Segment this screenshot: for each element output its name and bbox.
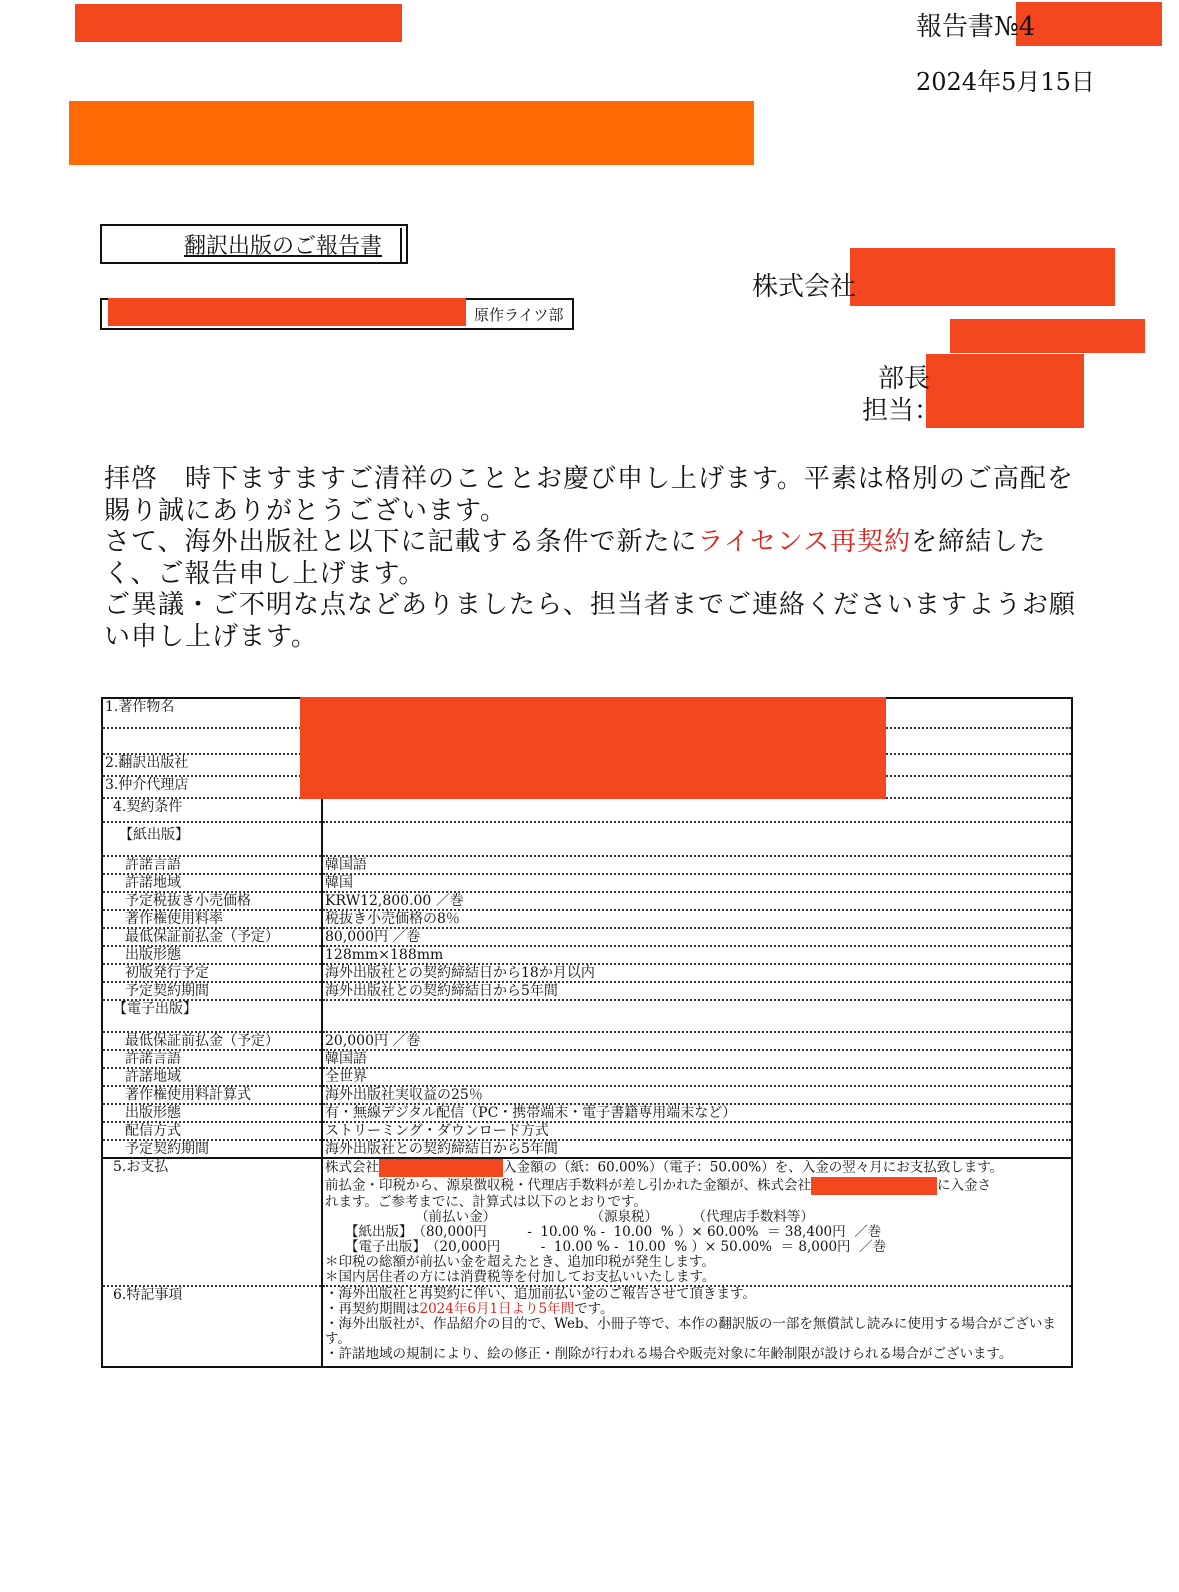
purpose-text-end: を締結したく、ご報告申し上げます。: [104, 527, 1047, 589]
payment-deduction-end: に入金さ: [937, 1177, 991, 1194]
redaction-banner: [69, 101, 754, 165]
label-special-notes: 6.特記事項: [102, 1286, 322, 1367]
letter-paragraph-greeting: 拝啓 時下ますますご清祥のこととお慶び申し上げます。平素は格別のご高配を賜り誠にありがとうございます。: [104, 464, 1074, 526]
manager-title: 部長: [878, 364, 931, 394]
digital-row-label: 予定契約期間: [102, 1140, 322, 1158]
paper-row-label: 予定税抜き小売価格: [102, 892, 322, 910]
redaction-report-no: [1016, 2, 1162, 46]
paper-row-label: 許諾言語: [102, 856, 322, 874]
paper-row-value: 税抜き小売価格の8％: [322, 910, 1072, 928]
payment-note: ＊印税の総額が前払い金を超えたとき、追加印税が発生します。: [325, 1254, 715, 1270]
note-renewal-end: です。: [574, 1301, 614, 1317]
report-date: 2024年5月15日: [916, 68, 1095, 96]
value-digital-header: [322, 1000, 1072, 1032]
redaction-payment-company-2: [811, 1177, 937, 1195]
redaction-company-name: [850, 248, 1115, 306]
document-title-box: [100, 224, 408, 264]
redaction-top-left: [75, 4, 402, 42]
paper-row-value: 韓国: [322, 874, 1072, 892]
digital-row-label: 最低保証前払金（予定）: [102, 1032, 322, 1050]
digital-row-label: 出版形態: [102, 1104, 322, 1122]
payment-formula-headings: [325, 1210, 1069, 1225]
label-blank: [102, 728, 322, 754]
redaction-table-values: [300, 697, 886, 799]
paper-row-label: 初版発行予定: [102, 964, 322, 982]
digital-row-label: 許諾地域: [102, 1068, 322, 1086]
redaction-recipient: [108, 298, 466, 326]
note-renewal-period: 2024年6月1日より5年間: [419, 1301, 575, 1317]
purpose-text: さて、海外出版社と以下に記載する条件で新たに: [104, 527, 698, 557]
payment-line-2: [325, 1177, 1069, 1195]
recipient-dept: 原作ライツ部: [474, 306, 564, 324]
document-title: 翻訳出版のご報告書: [184, 234, 383, 259]
payment-formula-digital: 【電子出版】 （20,000円 - 10.00 % - 10.00 % ）× 50.00% ＝ 8,000円 ／巻: [345, 1239, 887, 1255]
label-publisher: 2.翻訳出版社: [102, 754, 322, 776]
payment-line-3: れます。ご参考までに、計算式は以下のとおりです。: [325, 1194, 647, 1210]
value-paper-header: [322, 822, 1072, 856]
heading-agency-fee: （代理店手数料等）: [692, 1209, 814, 1225]
digital-row-value: 海外出版社実収益の25％: [322, 1086, 1072, 1104]
paper-row-label: 予定契約期間: [102, 982, 322, 1000]
digital-row-label: 許諾言語: [102, 1050, 322, 1068]
paper-row-value: 韓国語: [322, 856, 1072, 874]
payment-deduction-text: 前払金・印税から、源泉徴収税・代理店手数料が差し引かれた金額が、株式会社: [325, 1177, 811, 1194]
digital-row-label: 配信方式: [102, 1122, 322, 1140]
label-digital-header: 【電子出版】: [102, 1000, 322, 1032]
letter-paragraph-purpose: [104, 527, 1084, 590]
sender-company-prefix: 株式会社: [752, 272, 857, 302]
label-terms: 4.契約条件: [102, 798, 322, 822]
payment-ratio-text: 入金額の（紙：60.00%）（電子：50.00%）を、入金の翌々月にお支払致します。: [503, 1159, 1004, 1176]
digital-row-value: 韓国語: [322, 1050, 1072, 1068]
letter-body: [104, 464, 1084, 653]
paper-row-label: 出版形態: [102, 946, 322, 964]
paper-row-value: 海外出版社との契約締結日から18か月以内: [322, 964, 1072, 982]
letter-paragraph-contact: ご異議・ご不明な点などありましたら、担当者までご連絡くださいますようお願い申し上げます。: [104, 590, 1077, 652]
digital-row-value: 20,000円 ／巻: [322, 1032, 1072, 1050]
paper-row-value: 128mm×188mm: [322, 946, 1072, 964]
note-item: [325, 1302, 1069, 1317]
redaction-division: [950, 319, 1145, 353]
label-agency: 3.仲介代理店: [102, 776, 322, 798]
note-item: ・許諾地域の規制により、絵の修正・削除が行われる場合や販売対象に年齢制限が設けられる場合がございます。: [325, 1346, 1013, 1362]
paper-row-value: 海外出版社との契約締結日から5年間: [322, 982, 1072, 1000]
license-highlight: ライセンス再契約: [697, 527, 912, 557]
payment-line-1: [325, 1159, 1069, 1177]
payment-company-prefix: 株式会社: [325, 1159, 379, 1176]
digital-row-value: 海外出版社との契約締結日から5年間: [322, 1140, 1072, 1158]
paper-row-label: 最低保証前払金（予定）: [102, 928, 322, 946]
report-number: 報告書№4: [916, 12, 1036, 42]
label-work-title: 1.著作物名: [102, 698, 322, 728]
digital-row-value: ストリーミング・ダウンロード方式: [322, 1122, 1072, 1140]
payment-note: ＊国内居住者の方には消費税等を付加してお支払いいたします。: [325, 1269, 716, 1285]
note-item: ・海外出版社と再契約に伴い、追加前払い金のご報告させて頂きます。: [325, 1286, 756, 1302]
paper-row-value: KRW12,800.00 ／巻: [322, 892, 1072, 910]
staff-label: 担当：: [862, 396, 941, 426]
digital-row-value: 有・無線デジタル配信（PC・携帯端末・電子書籍専用端末など）: [322, 1104, 1072, 1122]
digital-row-value: 全世界: [322, 1068, 1072, 1086]
redaction-payment-company: [379, 1159, 503, 1177]
redaction-staff-name: [926, 354, 1084, 428]
paper-row-label: 著作権使用料率: [102, 910, 322, 928]
paper-row-value: 80,000円 ／巻: [322, 928, 1072, 946]
value-special-notes: [322, 1286, 1072, 1367]
value-payment: [322, 1158, 1072, 1286]
recipient-box: [100, 298, 574, 330]
digital-row-label: 著作権使用料計算式: [102, 1086, 322, 1104]
paper-row-label: 許諾地域: [102, 874, 322, 892]
note-renewal-text: ・再契約期間は: [325, 1301, 420, 1317]
payment-formula-paper: 【紙出版】 （80,000円 - 10.00 % - 10.00 % ）× 60.00% ＝ 38,400円 ／巻: [345, 1224, 882, 1240]
heading-withholding: （源泉税）: [590, 1209, 659, 1225]
label-payment: 5.お支払: [102, 1158, 322, 1286]
label-paper-header: 【紙出版】: [102, 822, 322, 856]
note-item: ・海外出版社が、作品紹介の目的で、Web、小冊子等で、本作の翻訳版の一部を無償試し読みに使用する場合がございます。: [325, 1316, 1056, 1347]
value-terms: [322, 798, 1072, 822]
title-box-divider: [400, 228, 402, 264]
heading-advance: （前払い金）: [415, 1209, 497, 1225]
